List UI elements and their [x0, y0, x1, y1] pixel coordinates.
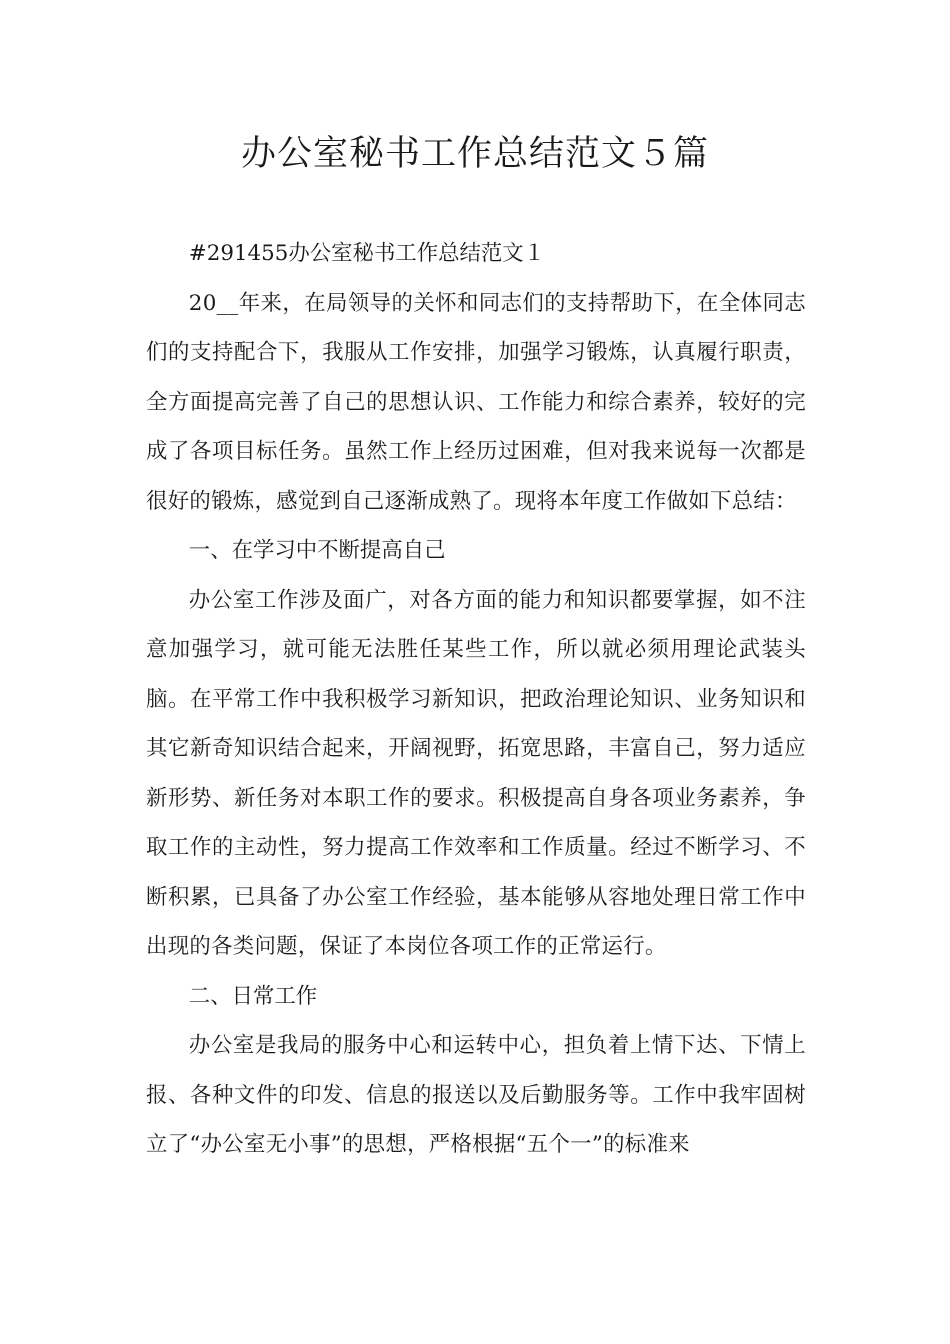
section-heading-learning: 一、在学习中不断提高自己 — [188, 538, 446, 563]
section-heading-article-id: #291455办公室秘书工作总结范文１ — [188, 241, 546, 266]
paragraph-learning: 办公室工作涉及面广，对各方面的能力和知识都要掌握，如不注意加强学习，就可能无法胜任某些工作，所以就必须用理论武装头脑。在平常工作中我积极学习新知识，把政治理论知识、业务知识和其它新奇知识结合起来，开阔视野，拓宽思路，丰富自己，努力适应新形势、新任务对本职工作的要求。积极提高自身各项业务素养，争取工作的主动性，努力提高工作效率和工作质量。经过不断学习、不断积累，已具备了办公室工作经验，基本能够从容地处理日常工作中出现的各类问题，保证了本岗位各项工作的正常运行。 — [146, 587, 806, 959]
paragraph-intro: 20__年来，在局领导的关怀和同志们的支持帮助下，在全体同志们的支持配合下，我服从工作安排，加强学习锻炼，认真履行职责，全方面提高完善了自己的思想认识、工作能力和综合素养，较好的完成了各项目标任务。虽然工作上经历过困难，但对我来说每一次都是很好的锻炼，感觉到自己逐渐成熟了。现将本年度工作做如下总结： — [146, 290, 806, 514]
section-heading-daily-work: 二、日常工作 — [188, 983, 318, 1009]
paragraph-daily-work: 办公室是我局的服务中心和运转中心，担负着上情下达、下情上报、各种文件的印发、信息的报送以及后勤服务等。工作中我牢固树立了“办公室无小事”的思想，严格根据“五个一”的标准来 — [146, 1033, 806, 1157]
document-title: 办公室秘书工作总结范文５篇 — [240, 134, 709, 174]
document-body — [146, 229, 806, 1170]
